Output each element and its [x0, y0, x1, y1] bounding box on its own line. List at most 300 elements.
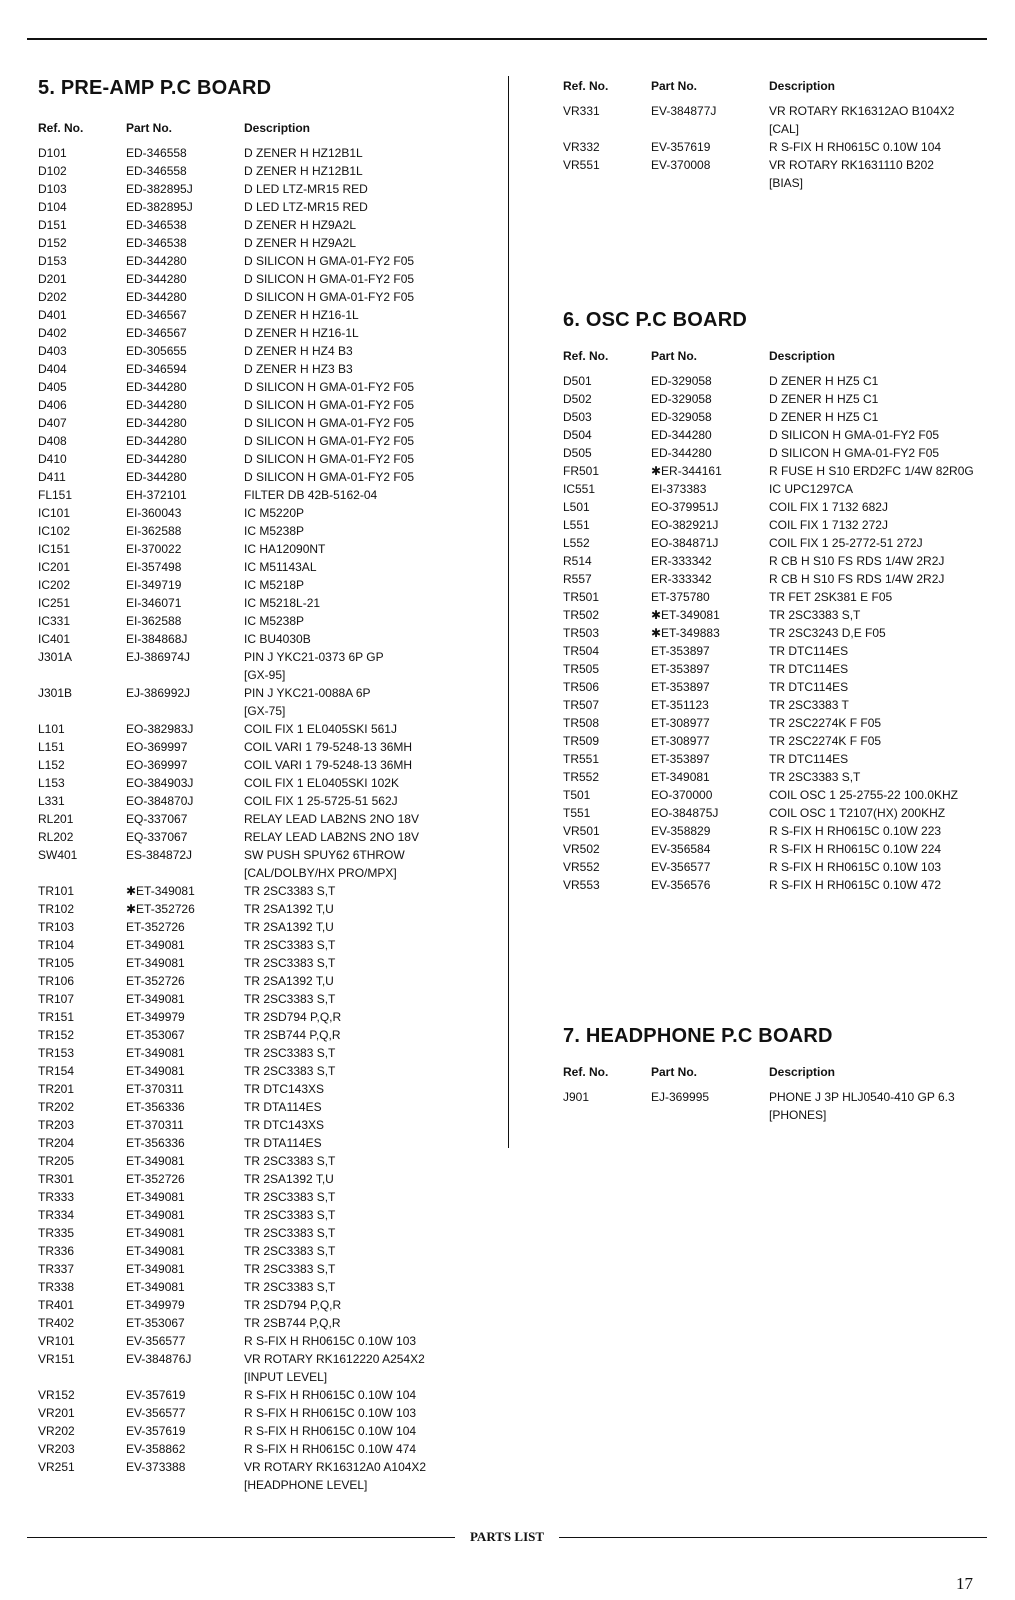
table-row [38, 1098, 493, 1116]
table-row [38, 180, 493, 198]
section-headphone [563, 1022, 993, 1124]
table-row [38, 1314, 493, 1332]
description-cell: TR DTC143XS [244, 1082, 325, 1096]
footer-bar [27, 1530, 987, 1544]
part-no-cell: ET-370311 [126, 1082, 184, 1096]
part-no-cell: ✱ER-344161 [651, 464, 722, 478]
description-cell: R S-FIX H RH0615C 0.10W 103 [244, 1406, 417, 1420]
description-cell: D ZENER H HZ3 B3 [244, 362, 353, 376]
part-no-cell: ED-344280 [126, 398, 187, 412]
ref-no-cell: TR335 [38, 1226, 75, 1240]
description-cell: PIN J YKC21-0373 6P GP [GX-95] [244, 650, 384, 682]
description-cell: TR DTC114ES [769, 644, 849, 658]
ref-no-cell: TR106 [38, 974, 75, 988]
ref-no-cell: D103 [38, 182, 67, 196]
part-no-cell: EO-384871J [651, 536, 719, 550]
description-cell: TR 2SC2274K F F05 [769, 716, 882, 730]
description-cell: D ZENER H HZ16-1L [244, 308, 359, 322]
part-no-cell: EO-384870J [126, 794, 194, 808]
part-no-cell: ET-349081 [126, 1280, 185, 1294]
description-cell: TR 2SA1392 T,U [244, 1172, 334, 1186]
description-cell: TR 2SB744 P,Q,R [244, 1028, 341, 1042]
description-cell: D ZENER H HZ5 C1 [769, 410, 879, 424]
part-no-cell: ET-351123 [651, 698, 709, 712]
table-row [38, 594, 493, 612]
part-no-cell: EV-370008 [651, 158, 711, 172]
part-no-cell: ED-344280 [126, 254, 187, 268]
table-row [563, 498, 993, 516]
ref-no-cell: TR105 [38, 956, 75, 970]
ref-no-cell: TR154 [38, 1064, 75, 1078]
part-no-cell: EO-369997 [126, 740, 188, 754]
ref-no-cell: VR202 [38, 1424, 75, 1438]
footer-rule-right [559, 1537, 987, 1538]
table-row [563, 732, 993, 750]
description-cell: VR ROTARY RK1631110 B202 [BIAS] [769, 158, 934, 190]
table-row [38, 1422, 493, 1440]
description-cell: TR 2SC3383 S,T [244, 1244, 336, 1258]
table-row [38, 396, 493, 414]
part-no-cell: ET-353897 [651, 752, 710, 766]
table-row [563, 714, 993, 732]
table-row [38, 198, 493, 216]
ref-no-cell: D503 [563, 410, 592, 424]
part-no-cell: EV-384876J [126, 1352, 192, 1366]
ref-no-cell: TR104 [38, 938, 75, 952]
table-row [563, 804, 993, 822]
part-no-cell: ED-382895J [126, 182, 193, 196]
part-no-cell: ET-353067 [126, 1028, 185, 1042]
ref-no-cell: TR337 [38, 1262, 75, 1276]
part-no-cell: ET-349081 [126, 1046, 185, 1060]
part-no-cell: ET-375780 [651, 590, 710, 604]
table-row [38, 540, 493, 558]
description-cell: IC M51143AL [244, 560, 317, 574]
table-body-preamp [38, 144, 493, 1494]
table-row [38, 576, 493, 594]
ref-no-cell: TR507 [563, 698, 600, 712]
table-row [38, 1170, 493, 1188]
description-cell: TR 2SC3383 S,T [244, 1208, 336, 1222]
description-cell: R S-FIX H RH0615C 0.10W 104 [244, 1424, 417, 1438]
ref-no-cell: TR501 [563, 590, 600, 604]
ref-no-cell: VR151 [38, 1352, 75, 1366]
part-no-cell: ED-346538 [126, 218, 187, 232]
part-no-cell: ET-356336 [126, 1100, 185, 1114]
ref-no-cell: IC251 [38, 596, 71, 610]
table-row [38, 954, 493, 972]
ref-no-cell: TR502 [563, 608, 600, 622]
part-no-cell: EO-384903J [126, 776, 194, 790]
part-no-cell: ED-346558 [126, 146, 187, 160]
part-no-cell: ED-346567 [126, 308, 187, 322]
ref-no-cell: TR333 [38, 1190, 75, 1204]
header-description: Description [244, 121, 311, 135]
table-row [563, 534, 993, 552]
ref-no-cell: TR504 [563, 644, 600, 658]
table-row [563, 750, 993, 768]
ref-no-cell: IC331 [38, 614, 71, 628]
description-cell: IC UPC1297CA [769, 482, 854, 496]
table-row [38, 1080, 493, 1098]
table-row [38, 216, 493, 234]
part-no-cell: ED-344280 [126, 416, 187, 430]
ref-no-cell: TR334 [38, 1208, 75, 1222]
table-row [38, 612, 493, 630]
part-no-cell: EH-372101 [126, 488, 187, 502]
table-row [38, 1350, 493, 1386]
header-ref-no: Ref. No. [563, 79, 609, 93]
part-no-cell: EQ-337067 [126, 830, 188, 844]
ref-no-cell: J301A [38, 650, 73, 664]
table-row [563, 642, 993, 660]
ref-no-cell: D102 [38, 164, 67, 178]
header-description: Description [769, 349, 836, 363]
ref-no-cell: L551 [563, 518, 590, 532]
part-no-cell: ET-353897 [651, 644, 710, 658]
table-row [563, 840, 993, 858]
ref-no-cell: D153 [38, 254, 67, 268]
description-cell: TR 2SC3383 S,T [244, 956, 336, 970]
part-no-cell: EV-356577 [651, 860, 711, 874]
header-ref-no: Ref. No. [38, 121, 84, 135]
description-cell: IC HA12090NT [244, 542, 326, 556]
ref-no-cell: D202 [38, 290, 67, 304]
table-row [38, 144, 493, 162]
description-cell: PHONE J 3P HLJ0540-410 GP 6.3 [PHONES] [769, 1090, 955, 1122]
footer-label: PARTS LIST [469, 1529, 545, 1544]
part-no-cell: ET-349081 [126, 1262, 185, 1276]
description-cell: R S-FIX H RH0615C 0.10W 223 [769, 824, 942, 838]
description-cell: COIL VARI 1 79-5248-13 36MH [244, 740, 413, 754]
ref-no-cell: VR201 [38, 1406, 75, 1420]
part-no-cell: EJ-386974J [126, 650, 191, 664]
table-row [38, 1404, 493, 1422]
table-row [38, 468, 493, 486]
table-row [38, 504, 493, 522]
part-no-cell: ED-344280 [126, 290, 187, 304]
table-row [563, 138, 993, 156]
part-no-cell: ES-384872J [126, 848, 193, 862]
part-no-cell: EJ-386992J [126, 686, 191, 700]
description-cell: IC M5218P [244, 578, 305, 592]
table-row [563, 390, 993, 408]
table-row [38, 774, 493, 792]
table-row [38, 378, 493, 396]
description-cell: COIL FIX 1 25-2772-51 272J [769, 536, 923, 550]
part-no-cell: ET-370311 [126, 1118, 184, 1132]
part-no-cell: EV-373388 [126, 1460, 186, 1474]
description-cell: R CB H S10 FS RDS 1/4W 2R2J [769, 554, 945, 568]
part-no-cell: EO-370000 [651, 788, 713, 802]
header-ref-no: Ref. No. [563, 349, 609, 363]
description-cell: R S-FIX H RH0615C 0.10W 224 [769, 842, 942, 856]
section-preamp [38, 74, 493, 1494]
table-row [38, 342, 493, 360]
description-cell: R S-FIX H RH0615C 0.10W 104 [244, 1388, 417, 1402]
part-no-cell: EV-357619 [126, 1424, 186, 1438]
table-row [563, 678, 993, 696]
part-no-cell: EJ-369995 [651, 1090, 710, 1104]
part-no-cell: EV-384877J [651, 104, 717, 118]
ref-no-cell: VR332 [563, 140, 600, 154]
ref-no-cell: D402 [38, 326, 67, 340]
part-no-cell: ED-329058 [651, 392, 712, 406]
table-row [38, 252, 493, 270]
table-row [38, 990, 493, 1008]
part-no-cell: EV-356577 [126, 1406, 186, 1420]
ref-no-cell: D502 [563, 392, 592, 406]
table-row [38, 648, 493, 684]
table-row [38, 1242, 493, 1260]
part-no-cell: ED-346538 [126, 236, 187, 250]
description-cell: TR 2SC3383 S,T [769, 608, 861, 622]
ref-no-cell: R557 [563, 572, 592, 586]
ref-no-cell: D501 [563, 374, 592, 388]
ref-no-cell: FR501 [563, 464, 600, 478]
table-row [563, 876, 993, 894]
ref-no-cell: TR204 [38, 1136, 75, 1150]
table-row [38, 306, 493, 324]
table-row [38, 1026, 493, 1044]
table-header-osc [563, 344, 993, 368]
ref-no-cell: D407 [38, 416, 67, 430]
section-title-preamp: 5. PRE-AMP P.C BOARD [38, 77, 272, 99]
table-row [563, 822, 993, 840]
ref-no-cell: D101 [38, 146, 67, 160]
description-cell: FILTER DB 42B-5162-04 [244, 488, 378, 502]
table-row [563, 552, 993, 570]
header-part-no: Part No. [651, 349, 698, 363]
ref-no-cell: IC551 [563, 482, 596, 496]
table-row [563, 768, 993, 786]
part-no-cell: ET-349081 [651, 770, 710, 784]
part-no-cell: ED-344280 [126, 380, 187, 394]
description-cell: D SILICON H GMA-01-FY2 F05 [244, 290, 415, 304]
description-cell: TR 2SC3383 S,T [244, 1154, 336, 1168]
section-osc [563, 306, 993, 894]
description-cell: D LED LTZ-MR15 RED [244, 200, 368, 214]
table-row [38, 630, 493, 648]
part-no-cell: ET-349081 [126, 1064, 185, 1078]
ref-no-cell: L501 [563, 500, 590, 514]
table-row [38, 1332, 493, 1350]
description-cell: TR 2SC3383 S,T [244, 1262, 336, 1276]
table-body-preamp-continued [563, 102, 993, 192]
ref-no-cell: RL201 [38, 812, 74, 826]
table-row [38, 900, 493, 918]
part-no-cell: ED-346558 [126, 164, 187, 178]
ref-no-cell: L101 [38, 722, 65, 736]
description-cell: TR 2SD794 P,Q,R [244, 1298, 342, 1312]
description-cell: IC M5238P [244, 614, 305, 628]
part-no-cell: ED-329058 [651, 374, 712, 388]
ref-no-cell: TR552 [563, 770, 600, 784]
ref-no-cell: SW401 [38, 848, 78, 862]
ref-no-cell: TR301 [38, 1172, 75, 1186]
description-cell: TR 2SC3383 S,T [244, 1226, 336, 1240]
table-row [563, 462, 993, 480]
table-row [38, 360, 493, 378]
description-cell: IC M5238P [244, 524, 305, 538]
ref-no-cell: TR505 [563, 662, 600, 676]
description-cell: TR DTA114ES [244, 1136, 322, 1150]
table-row [38, 162, 493, 180]
description-cell: COIL FIX 1 25-5725-51 562J [244, 794, 398, 808]
ref-no-cell: TR151 [38, 1010, 75, 1024]
table-row [38, 270, 493, 288]
table-row [563, 102, 993, 138]
table-row [38, 1224, 493, 1242]
table-row [38, 720, 493, 738]
ref-no-cell: D405 [38, 380, 67, 394]
table-body-headphone [563, 1088, 993, 1124]
table-row [563, 480, 993, 498]
header-ref-no: Ref. No. [563, 1065, 609, 1079]
description-cell: COIL FIX 1 7132 272J [769, 518, 888, 532]
right-column [563, 74, 993, 1122]
table-row [38, 828, 493, 846]
table-row [38, 936, 493, 954]
ref-no-cell: IC102 [38, 524, 71, 538]
ref-no-cell: VR502 [563, 842, 600, 856]
top-rule [27, 38, 987, 40]
ref-no-cell: D410 [38, 452, 67, 466]
description-cell: D SILICON H GMA-01-FY2 F05 [244, 416, 415, 430]
part-no-cell: ET-352726 [126, 974, 185, 988]
table-row [38, 882, 493, 900]
ref-no-cell: T501 [563, 788, 591, 802]
ref-no-cell: TR153 [38, 1046, 75, 1060]
table-row [563, 624, 993, 642]
table-row [38, 450, 493, 468]
table-row [38, 522, 493, 540]
column-divider [508, 76, 509, 1148]
description-cell: D SILICON H GMA-01-FY2 F05 [769, 428, 940, 442]
table-row [38, 1278, 493, 1296]
part-no-cell: ET-352726 [126, 920, 185, 934]
part-no-cell: EV-358862 [126, 1442, 186, 1456]
part-no-cell: EO-369997 [126, 758, 188, 772]
description-cell: D LED LTZ-MR15 RED [244, 182, 368, 196]
ref-no-cell: TR152 [38, 1028, 75, 1042]
part-no-cell: ER-333342 [651, 572, 712, 586]
part-no-cell: EO-379951J [651, 500, 719, 514]
description-cell: COIL VARI 1 79-5248-13 36MH [244, 758, 413, 772]
ref-no-cell: D201 [38, 272, 67, 286]
table-row [38, 738, 493, 756]
ref-no-cell: D104 [38, 200, 67, 214]
description-cell: R S-FIX H RH0615C 0.10W 103 [244, 1334, 417, 1348]
ref-no-cell: IC151 [38, 542, 71, 556]
ref-no-cell: L153 [38, 776, 65, 790]
part-no-cell: ED-346594 [126, 362, 187, 376]
description-cell: TR 2SC3383 S,T [769, 770, 861, 784]
description-cell: COIL FIX 1 7132 682J [769, 500, 888, 514]
ref-no-cell: RL202 [38, 830, 74, 844]
table-row [38, 1044, 493, 1062]
left-column [38, 74, 493, 1494]
part-no-cell: ED-344280 [651, 446, 712, 460]
header-part-no: Part No. [651, 1065, 698, 1079]
ref-no-cell: TR508 [563, 716, 600, 730]
ref-no-cell: TR203 [38, 1118, 75, 1132]
part-no-cell: ✱ET-352726 [126, 902, 195, 916]
table-row [38, 918, 493, 936]
part-no-cell: ET-349081 [126, 1226, 185, 1240]
table-row [563, 444, 993, 462]
ref-no-cell: L331 [38, 794, 65, 808]
ref-no-cell: TR503 [563, 626, 600, 640]
table-row [563, 786, 993, 804]
part-no-cell: EI-346071 [126, 596, 182, 610]
part-no-cell: ET-353067 [126, 1316, 185, 1330]
part-no-cell: ET-349081 [126, 992, 185, 1006]
description-cell: COIL FIX 1 EL0405SKI 102K [244, 776, 399, 790]
ref-no-cell: TR103 [38, 920, 75, 934]
description-cell: R S-FIX H RH0615C 0.10W 472 [769, 878, 942, 892]
ref-no-cell: VR331 [563, 104, 600, 118]
table-row [563, 588, 993, 606]
ref-no-cell: VR552 [563, 860, 600, 874]
part-no-cell: EV-358829 [651, 824, 711, 838]
description-cell: TR 2SA1392 T,U [244, 920, 334, 934]
description-cell: D ZENER H HZ5 C1 [769, 392, 879, 406]
description-cell: TR 2SC2274K F F05 [769, 734, 882, 748]
ref-no-cell: J301B [38, 686, 73, 700]
description-cell: TR 2SC3383 S,T [244, 1064, 336, 1078]
description-cell: PIN J YKC21-0088A 6P [GX-75] [244, 686, 371, 718]
part-no-cell: EI-349719 [126, 578, 182, 592]
table-row [38, 1386, 493, 1404]
header-part-no: Part No. [126, 121, 173, 135]
part-no-cell: ET-349979 [126, 1010, 185, 1024]
description-cell: D SILICON H GMA-01-FY2 F05 [244, 434, 415, 448]
table-row [563, 372, 993, 390]
ref-no-cell: TR202 [38, 1100, 75, 1114]
part-no-cell: ED-329058 [651, 410, 712, 424]
part-no-cell: ED-344280 [126, 470, 187, 484]
description-cell: TR 2SC3243 D,E F05 [769, 626, 886, 640]
ref-no-cell: R514 [563, 554, 592, 568]
description-cell: SW PUSH SPUY62 6THROW [CAL/DOLBY/HX PRO/MPX] [244, 848, 405, 880]
part-no-cell: EI-357498 [126, 560, 182, 574]
description-cell: D SILICON H GMA-01-FY2 F05 [244, 380, 415, 394]
ref-no-cell: VR152 [38, 1388, 75, 1402]
ref-no-cell: TR401 [38, 1298, 75, 1312]
part-no-cell: EO-382983J [126, 722, 194, 736]
description-cell: R S-FIX H RH0615C 0.10W 103 [769, 860, 942, 874]
description-cell: TR FET 2SK381 E F05 [769, 590, 893, 604]
part-no-cell: EV-357619 [651, 140, 711, 154]
table-row [563, 660, 993, 678]
header-description: Description [769, 1065, 836, 1079]
table-row [38, 1152, 493, 1170]
ref-no-cell: TR506 [563, 680, 600, 694]
description-cell: R S-FIX H RH0615C 0.10W 104 [769, 140, 942, 154]
description-cell: TR DTA114ES [244, 1100, 322, 1114]
part-no-cell: ET-353897 [651, 680, 710, 694]
part-no-cell: ✱ET-349081 [126, 884, 195, 898]
ref-no-cell: IC401 [38, 632, 71, 646]
description-cell: D ZENER H HZ16-1L [244, 326, 359, 340]
part-no-cell: EI-362588 [126, 614, 182, 628]
part-no-cell: ED-346567 [126, 326, 187, 340]
ref-no-cell: D152 [38, 236, 67, 250]
table-row [563, 570, 993, 588]
description-cell: R S-FIX H RH0615C 0.10W 474 [244, 1442, 417, 1456]
ref-no-cell: TR102 [38, 902, 75, 916]
